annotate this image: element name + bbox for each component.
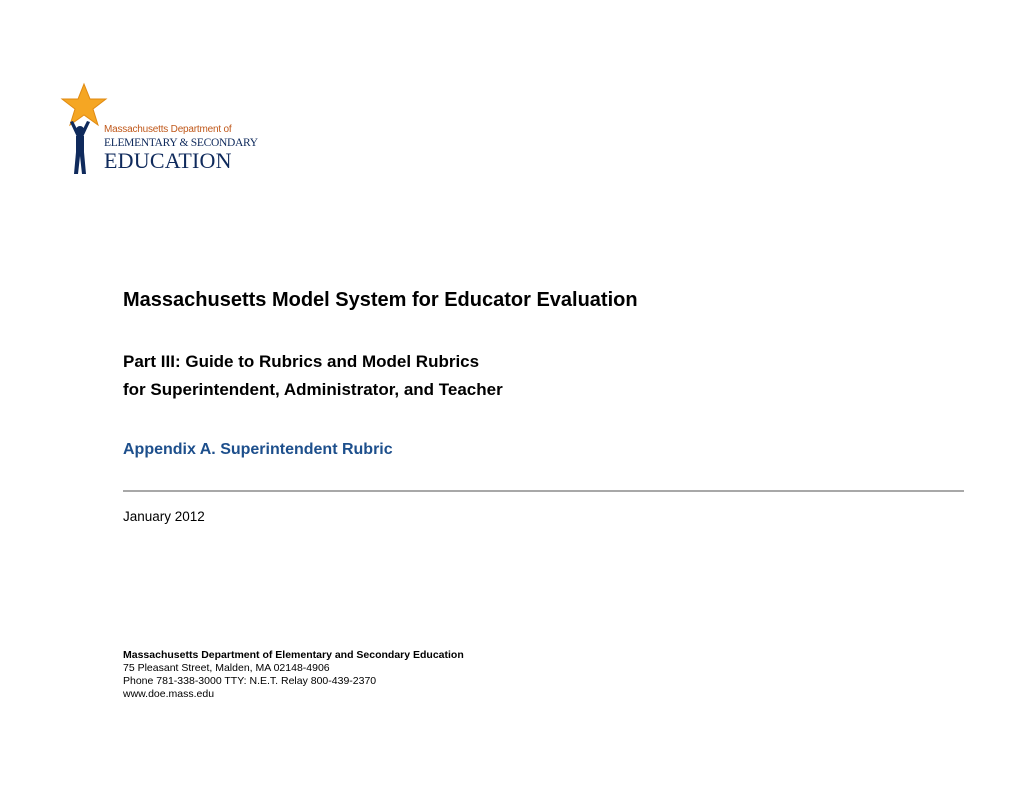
department-logo: [56, 82, 256, 178]
footer-address: 75 Pleasant Street, Malden, MA 02148-4906: [123, 662, 330, 674]
document-subtitle: [123, 348, 503, 404]
appendix-heading: Appendix A. Superintendent Rubric: [123, 441, 393, 458]
document-title: Massachusetts Model System for Educator Evaluation: [123, 289, 638, 311]
footer-organization: Massachusetts Department of Elementary and Secondary Education: [123, 649, 464, 661]
logo-line-level: ELEMENTARY & SECONDARY: [104, 137, 258, 149]
subtitle-line-1: Part III: Guide to Rubrics and Model Rubrics: [123, 352, 480, 371]
logo-line-education: EDUCATION: [104, 148, 232, 173]
contact-footer: [123, 649, 464, 701]
footer-website[interactable]: www.doe.mass.edu: [123, 688, 215, 700]
horizontal-divider: [123, 490, 964, 492]
publication-date: January 2012: [123, 509, 205, 524]
footer-phone: Phone 781-338-3000 TTY: N.E.T. Relay 800-439-2370: [123, 675, 377, 687]
logo-line-department: Massachusetts Department of: [104, 124, 232, 135]
logo-wordmark: [104, 124, 264, 172]
subtitle-line-2: for Superintendent, Administrator, and Teacher: [123, 380, 503, 399]
